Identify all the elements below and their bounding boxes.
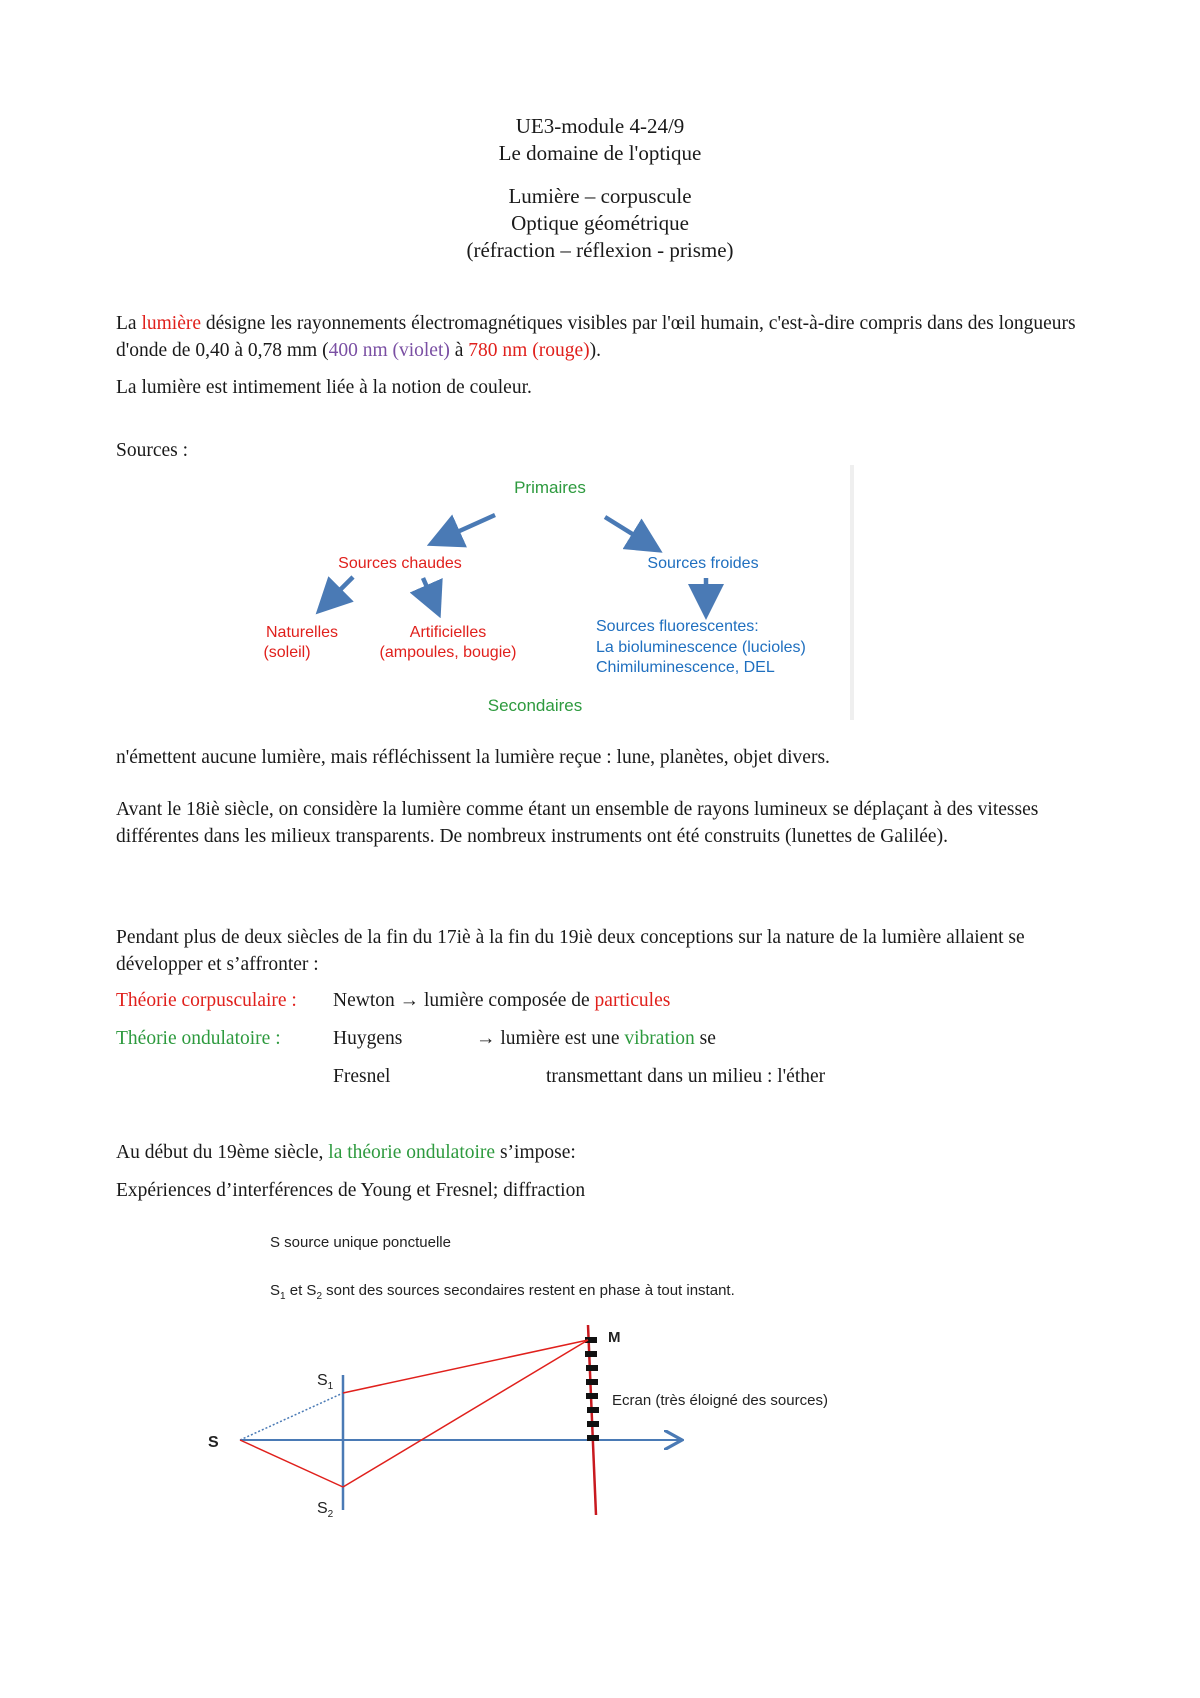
text-run: La — [116, 313, 142, 334]
label-s2 — [317, 1500, 334, 1520]
label-chimiluminescence: Chimiluminescence, DEL — [596, 659, 775, 676]
header-line-1: UE3-module 4-24/9 — [515, 114, 685, 138]
label-primaires: Primaires — [514, 478, 586, 497]
avant-paragraph: Avant le 18iè siècle, on considère la lumière comme étant un ensemble de rayons lumineux se déplaçant à des vitesses différentes dans les milieux transparents. De nombreux instruments ont été construits (lunettes de Galilée). — [116, 799, 1039, 847]
text-run: Au début du 19ème siècle, — [116, 1142, 329, 1163]
label-fluorescentes: Sources fluorescentes: — [596, 618, 759, 635]
arrow-to-froides — [605, 517, 655, 548]
label-sources-chaudes: Sources chaudes — [338, 555, 462, 572]
arrow-to-chaudes — [435, 515, 495, 542]
label-m: M — [608, 1329, 621, 1346]
caption-sub-2: 2 — [316, 1291, 322, 1302]
text-run: à — [449, 340, 469, 361]
arrow-to-naturelles — [322, 577, 353, 608]
header-line-3: Lumière – corpuscule — [508, 184, 692, 208]
term-theorie-ondulatoire: la théorie ondulatoire — [328, 1142, 496, 1163]
caption-text-run: et S — [285, 1282, 317, 1299]
text-run: désigne les rayonnements électromagnétiques visibles par l'œil humain, c'est-à-dire compris dans des longueurs d'onde de 0,40 à 0,78 mm ( — [116, 313, 1076, 361]
header-line-5: (réfraction – réflexion - prisme) — [466, 238, 734, 262]
label-ampoules: (ampoules, bougie) — [379, 644, 517, 661]
ray-s1-m — [343, 1340, 588, 1393]
sources-label: Sources : — [116, 440, 189, 461]
diagram-edge — [850, 465, 854, 720]
theorie-corpusculaire-text — [333, 987, 670, 1014]
theorie-ondulatoire-text — [476, 1025, 716, 1052]
label-ecran: Ecran (très éloigné des sources) — [612, 1392, 828, 1409]
text-run: ). — [589, 340, 601, 361]
ray-s2-m — [343, 1340, 588, 1487]
secondaires-paragraph: n'émettent aucune lumière, mais réfléchissent la lumière reçue : lune, planètes, objet divers. — [116, 747, 830, 768]
caption-source-unique: S source unique ponctuelle — [270, 1234, 451, 1251]
label-s: S — [208, 1434, 219, 1451]
caption-s: S — [270, 1282, 281, 1299]
ray-s-s2 — [240, 1440, 343, 1487]
label-secondaires: Secondaires — [487, 696, 583, 715]
text-run: s’impose: — [495, 1142, 576, 1163]
document-header — [0, 113, 1200, 167]
label-s2-sub: 2 — [327, 1509, 334, 1520]
couleur-paragraph: La lumière est intimement liée à la notion de couleur. — [116, 377, 532, 398]
theorie-corpusculaire-label: Théorie corpusculaire : — [116, 990, 297, 1011]
ray-s-s1 — [240, 1393, 343, 1440]
fresnel-name: Fresnel — [333, 1066, 391, 1087]
label-s2-letter: S — [317, 1500, 328, 1517]
label-soleil: (soleil) — [263, 644, 311, 661]
pendant-paragraph: Pendant plus de deux siècles de la fin du 17iè à la fin du 19iè deux conceptions sur la nature de la lumière allaient se développer et s’affronter : — [116, 927, 1025, 975]
text-run: se — [694, 1028, 716, 1049]
caption-text-run: sont des sources secondaires restent en phase à tout instant. — [322, 1282, 735, 1299]
theorie-ondulatoire-label: Théorie ondulatoire : — [116, 1028, 281, 1049]
arrow-to-artificielles — [423, 578, 437, 610]
text-run: Newton → lumière composée de — [333, 990, 595, 1011]
document-subheader — [0, 183, 1200, 264]
label-sources-froides: Sources froides — [647, 555, 759, 572]
label-naturelles: Naturelles — [265, 624, 339, 641]
huygens-name: Huygens — [333, 1028, 403, 1049]
label-s1 — [317, 1372, 334, 1392]
term-violet: 400 nm (violet) — [328, 340, 450, 361]
term-rouge: 780 nm (rouge) — [468, 340, 590, 361]
header-line-2: Le domaine de l'optique — [498, 141, 702, 165]
sources-diagram — [240, 465, 860, 727]
label-bioluminescence: La bioluminescence (lucioles) — [596, 639, 806, 656]
label-s1-sub: 1 — [327, 1381, 334, 1392]
debut-paragraph — [116, 1139, 1096, 1166]
label-s1-letter: S — [317, 1372, 328, 1389]
text-run: → lumière est une — [476, 1028, 625, 1049]
experiences-paragraph: Expériences d’interférences de Young et Fresnel; diffraction — [116, 1180, 586, 1201]
intro-paragraph — [116, 310, 1096, 364]
caption-sources-secondaires — [270, 1282, 735, 1302]
term-particules: particules — [594, 990, 671, 1011]
caption-sub-1: 1 — [280, 1291, 286, 1302]
ether-text: transmettant dans un milieu : l'éther — [546, 1066, 826, 1087]
young-interference-diagram — [200, 1225, 900, 1525]
fringe-marks — [585, 1337, 599, 1441]
term-lumiere: lumière — [141, 313, 202, 334]
term-vibration: vibration — [624, 1028, 695, 1049]
header-line-4: Optique géométrique — [511, 211, 689, 235]
label-artificielles: Artificielles — [409, 624, 487, 641]
